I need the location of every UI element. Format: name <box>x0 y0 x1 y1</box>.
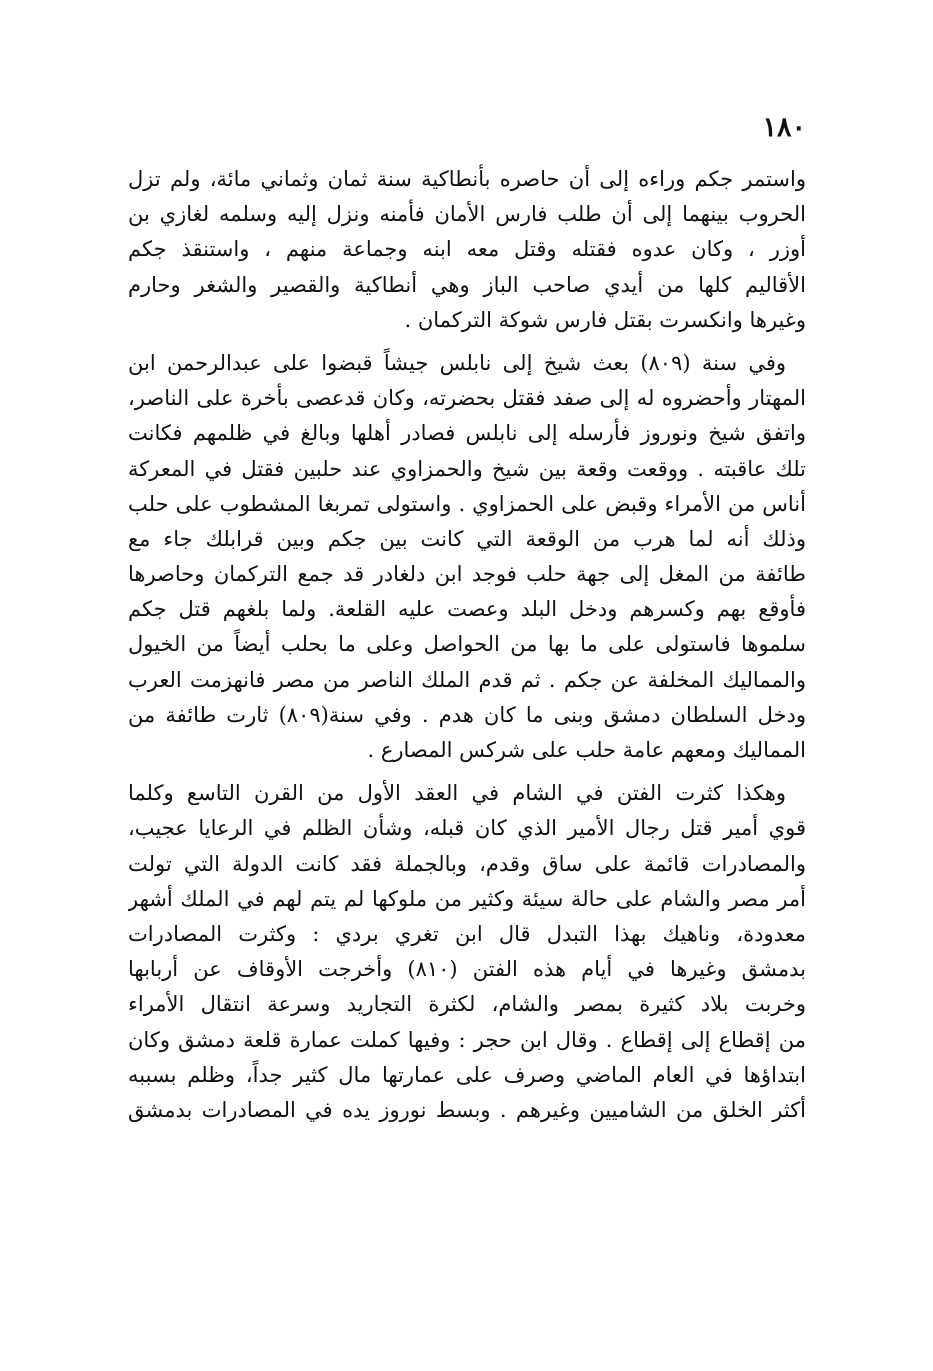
book-page <box>128 108 806 1348</box>
text-line: وهكذا كثرت الفتن في الشام في العقد الأول من القرن التاسع وكلما <box>128 781 786 806</box>
page-body <box>128 162 806 1128</box>
paragraph-1 <box>128 162 806 338</box>
text-line: طائفة من المغل إلى جهة حلب فوجد ابن دلغادر قد جمع التركمان وحاصرها <box>128 562 806 587</box>
text-line: بدمشق وغيرها في أيام هذه الفتن (٨١٠) وأخرجت الأوقاف عن أربابها <box>128 957 806 982</box>
text-line: والمصادرات قائمة على ساق وقدم، وبالجملة فقد كانت الدولة التي تولت <box>128 851 806 876</box>
text-line: وخربت بلاد كثيرة بمصر والشام، لكثرة التجاريد وسرعة انتقال الأمراء <box>128 992 806 1017</box>
text-line: وفي سنة (٨٠٩) بعث شيخ إلى نابلس جيشاً قبضوا على عبدالرحمن ابن <box>128 350 787 375</box>
text-line: أناس من الأمراء وقبض على الحمزاوي . واستولى تمربغا المشطوب على حلب <box>128 491 806 516</box>
text-line: تلك عاقبته . ووقعت وقعة بين شيخ والحمزاوي عند حلبين فقتل في المعركة <box>128 456 806 481</box>
paragraph-2 <box>128 346 806 768</box>
text-line: معدودة، وناهيك بهذا التبدل قال ابن تغري بردي : وكثرت المصادرات <box>128 921 806 946</box>
paragraph-3 <box>128 776 806 1128</box>
text-line: أمر مصر والشام على حالة سيئة وكثير من ملوكها لم يتم لهم في الملك أشهر <box>128 886 806 911</box>
text-line: واتفق شيخ ونوروز فأرسله إلى نابلس فصادر أهلها وبالغ في ظلمهم فكانت <box>128 421 806 446</box>
text-line: ابتداؤها في العام الماضي وصرف على عمارتها مال كثير جداً، وظلم بسببه <box>128 1062 806 1087</box>
text-line: قوي أمير قتل رجال الأمير الذي كان قبله، وشأن الظلم في الرعايا عجيب، <box>128 816 806 841</box>
text-line: الأقاليم كلها من أيدي صاحب الباز وهي أنطاكية والقصير والشغر وحارم <box>128 272 806 297</box>
text-line: وذلك أنه لما هرب من الوقعة التي كانت بين جكم وبين قرابلك جاء مع <box>128 526 806 551</box>
page-number: ١٨٠ <box>762 112 806 143</box>
text-line: المهتار وأحضروه له إلى صفد فقتل بحضرته، وكان قدعصى بأخرة على الناصر، <box>128 386 806 411</box>
text-line: الحروب بينهما إلى أن طلب فارس الأمان فأمنه ونزل إليه وسلمه لغازي بن <box>128 202 806 227</box>
text-line: سلموها فاستولى على ما بها من الحواصل وعلى ما بحلب أيضاً من الخيول <box>128 632 806 657</box>
text-line: المماليك ومعهم عامة حلب على شركس المصارع . <box>367 738 806 762</box>
text-line: واستمر جكم وراءه إلى أن حاصره بأنطاكية سنة ثمان وثماني مائة، ولم تزل <box>128 167 806 191</box>
text-line: من إقطاع إلى إقطاع . وقال ابن حجر : وفيها كملت عمارة قلعة دمشق وكان <box>128 1027 806 1052</box>
text-line: أكثر الخلق من الشاميين وغيرهم . وبسط نوروز يده في المصادرات بدمشق <box>128 1097 806 1122</box>
text-line: أوزر ، وكان عدوه فقتله وقتل معه ابنه وجماعة منهم ، واستنقذ جكم <box>128 237 806 262</box>
text-line: ودخل السلطان دمشق وبنى ما كان هدم . وفي سنة(٨٠٩) ثارت طائفة من <box>128 702 806 727</box>
text-line: فأوقع بهم وكسرهم ودخل البلد وعصت عليه القلعة. ولما بلغهم قتل جكم <box>128 597 806 622</box>
text-line: والمماليك المخلفة عن جكم . ثم قدم الملك الناصر من مصر فانهزمت العرب <box>128 667 806 692</box>
text-line: وغيرها وانكسرت بقتل فارس شوكة التركمان . <box>404 307 806 332</box>
